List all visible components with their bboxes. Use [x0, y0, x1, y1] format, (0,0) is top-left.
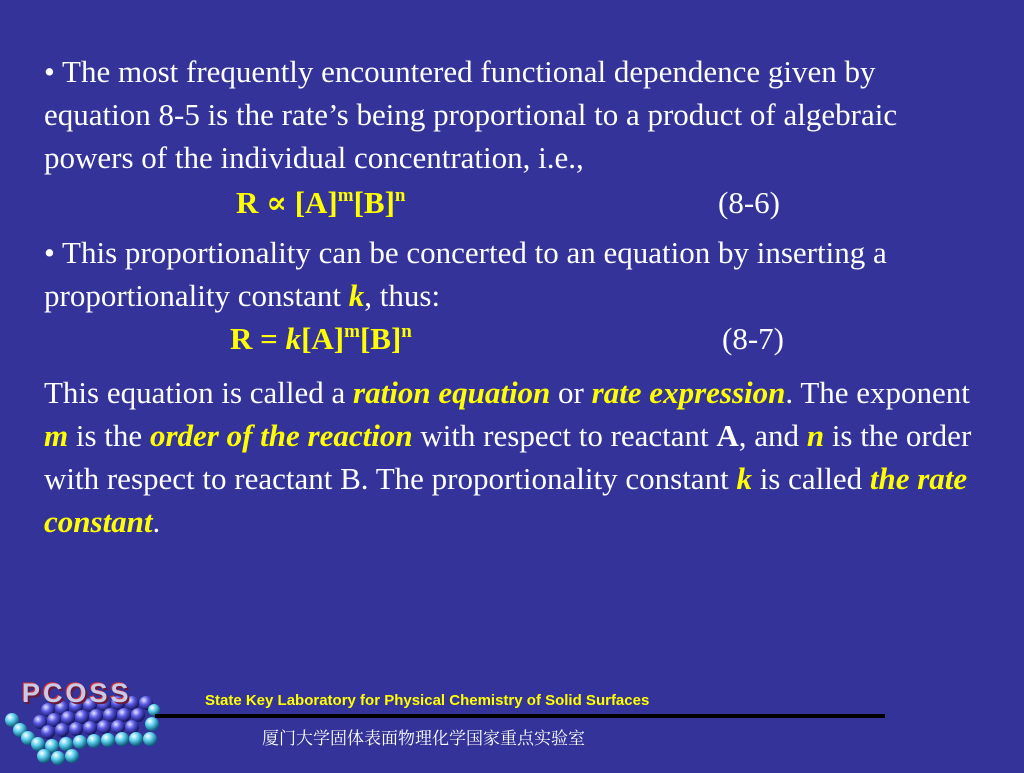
- term-order-of-reaction: order of the reaction: [149, 418, 413, 453]
- equation-8-7-line: [44, 317, 974, 361]
- exponent-m: m: [44, 418, 69, 453]
- exponent-n: n: [806, 418, 825, 453]
- paragraph-proportionality: • This proportionality can be concerted to an equation by inserting a proportionality constant k, thus:: [44, 235, 887, 313]
- pcoss-logo: [0, 672, 165, 768]
- equation-number-8-7: (8-7): [722, 321, 784, 356]
- equation-8-6: $R \propto [A]^m[B]^n$: [236, 185, 406, 220]
- equation-8-6-line: [44, 181, 974, 225]
- logo-text: PCOSS: [22, 678, 132, 708]
- lab-name-chinese: 厦门大学固体表面物理化学国家重点实验室: [262, 729, 585, 749]
- equation-number-8-6: (8-6): [718, 185, 780, 220]
- lab-name-english: State Key Laboratory for Physical Chemistry of Solid Surfaces: [205, 692, 650, 709]
- paragraph-rate-equation: This equation is called a ration equation or rate expression. The exponent m is the order of the reaction with respect to reactant A, and n is the order with respect to reactant B. The proportionality constant k is called the rate constant.: [44, 375, 972, 539]
- slide-content: [44, 50, 974, 543]
- constant-k: k: [348, 278, 365, 313]
- slide-footer: [0, 672, 1024, 768]
- reactant-a: A: [716, 418, 739, 453]
- equation-8-7: $R = k[A]^m[B]^n$: [230, 321, 412, 356]
- paragraph-rate-dependence: • The most frequently encountered functional dependence given by equation 8-5 is the rate’s being proportional to a product of algebraic powers of the individual concentration, i.e.,: [44, 54, 898, 175]
- term-rate-expression: rate expression: [591, 375, 786, 410]
- rate-constant-k: k: [736, 461, 752, 496]
- term-ration-equation: ration equation: [353, 375, 551, 410]
- footer-divider: [155, 714, 885, 718]
- term-rate-constant: the rate constant: [44, 461, 968, 539]
